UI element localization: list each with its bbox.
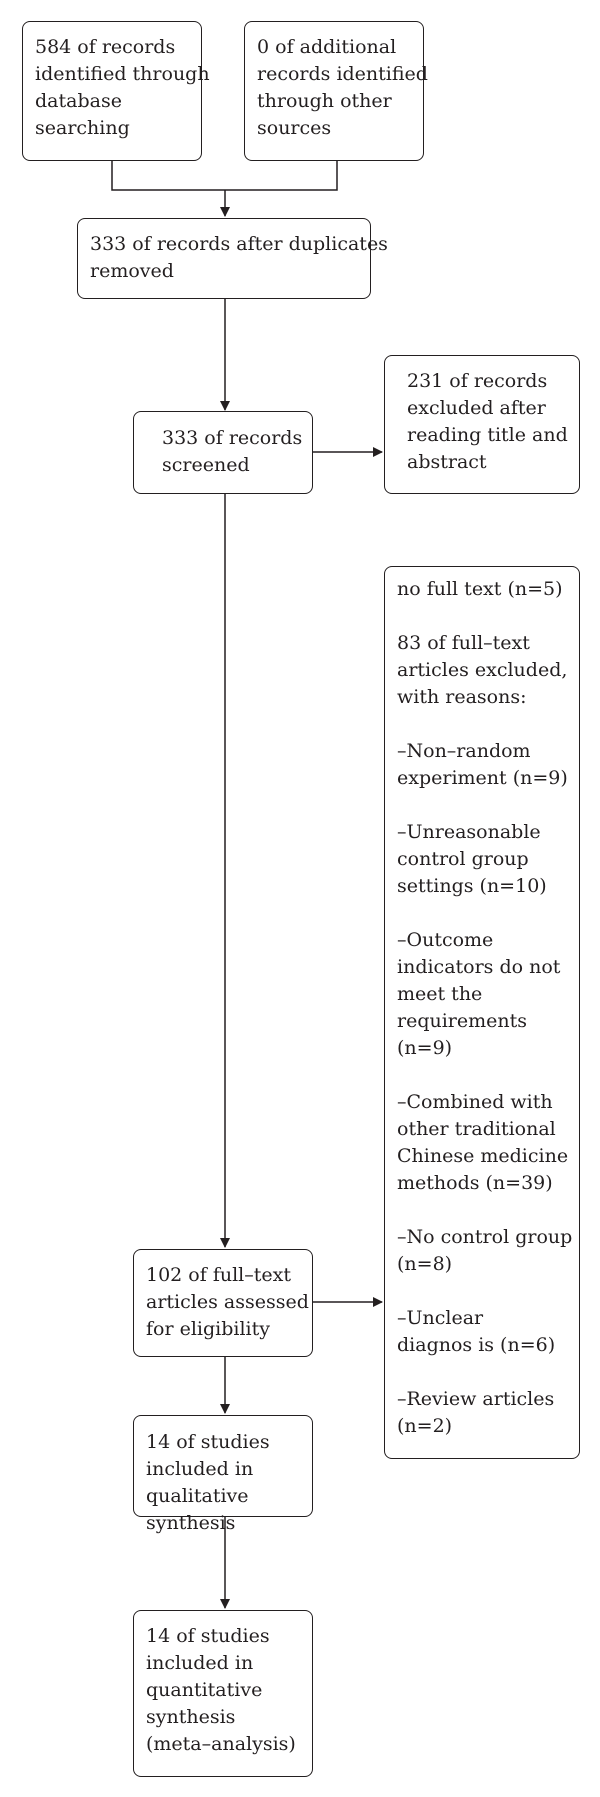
box-text-line: identified through	[35, 63, 210, 85]
box-text-line: included in	[146, 1652, 254, 1674]
box-text-line: included in	[146, 1458, 254, 1480]
box-text-line: 333 of records	[162, 427, 303, 449]
box-text-line: reading title and	[407, 424, 568, 446]
box-text-line: articles assessed	[146, 1291, 309, 1313]
database-search-box	[22, 21, 210, 161]
box-text-line: sources	[257, 117, 332, 139]
box-text-line: control group	[397, 848, 529, 870]
box-text-line: requirements	[397, 1010, 528, 1032]
box-text-line: searching	[35, 117, 130, 139]
box-text-line: qualitative	[146, 1485, 249, 1507]
box-text-line: synthesis	[146, 1512, 236, 1534]
exclusion-paragraph	[397, 1089, 569, 1197]
exclusion-paragraph	[397, 1386, 569, 1440]
box-text-line: synthesis	[146, 1706, 236, 1728]
box-text-line: 0 of additional	[257, 36, 397, 58]
box-text-line: (n=2)	[397, 1415, 453, 1437]
box-text-line: methods (n=39)	[397, 1172, 553, 1194]
box-text-line: 14 of studies	[146, 1431, 270, 1453]
exclusion-paragraph	[397, 1305, 569, 1359]
exclusion-paragraph	[397, 576, 569, 603]
box-text-line: –No control group	[397, 1226, 573, 1248]
box-text-line: (meta–analysis)	[146, 1733, 296, 1755]
box-text-line: excluded after	[407, 397, 546, 419]
box-text-line: –Review articles	[397, 1388, 555, 1410]
box-text-line: –Outcome	[397, 929, 494, 951]
box-text-line: (n=9)	[397, 1037, 453, 1059]
box-text-line: settings (n=10)	[397, 875, 547, 897]
exclusion-reasons-box	[384, 566, 580, 1459]
box-text-line: database	[35, 90, 122, 112]
records-screened-box	[133, 411, 313, 494]
box-text-line: –Unreasonable	[397, 821, 541, 843]
box-text-line: –Combined with	[397, 1091, 553, 1113]
box-text-line: 584 of records	[35, 36, 176, 58]
box-text-line: for eligibility	[146, 1318, 270, 1340]
box-text-line: no full text (n=5)	[397, 578, 563, 600]
excluded-title-abstract-box	[384, 355, 580, 494]
box-text-line: 333 of records after duplicates	[90, 233, 388, 255]
box-text-line: Chinese medicine	[397, 1145, 569, 1167]
box-text-line: quantitative	[146, 1679, 263, 1701]
box-text-line: articles excluded,	[397, 659, 568, 681]
box-text-line: screened	[162, 454, 250, 476]
duplicates-removed-box	[77, 218, 388, 299]
box-text-line: experiment (n=9)	[397, 767, 568, 789]
box-text-line: with reasons:	[397, 686, 527, 708]
other-sources-box	[244, 21, 428, 161]
box-text-line: abstract	[407, 451, 487, 473]
exclusion-paragraph	[397, 738, 569, 792]
exclusion-paragraph	[397, 630, 569, 711]
quantitative-synthesis-box	[133, 1610, 313, 1777]
box-text-line: 14 of studies	[146, 1625, 270, 1647]
box-text-line: (n=8)	[397, 1253, 453, 1275]
box-text-line: diagnos is (n=6)	[397, 1334, 556, 1356]
box-text-line: meet the	[397, 983, 483, 1005]
box-text-line: –Unclear	[397, 1307, 484, 1329]
box-text-line: –Non–random	[397, 740, 531, 762]
exclusion-paragraph	[397, 1224, 573, 1278]
box-text-line: 102 of full–text	[146, 1264, 291, 1286]
box-text-line: 83 of full–text	[397, 632, 530, 654]
box-text-line: 231 of records	[407, 370, 548, 392]
box-text-line: removed	[90, 260, 174, 282]
eligibility-box	[133, 1249, 313, 1357]
box-text-line: through other	[257, 90, 392, 112]
box-text-line: other traditional	[397, 1118, 556, 1140]
exclusion-paragraph	[397, 927, 569, 1062]
box-text-line: records identified	[257, 63, 428, 85]
box-text-line: indicators do not	[397, 956, 561, 978]
merge-connector	[112, 161, 337, 190]
exclusion-paragraph	[397, 819, 569, 900]
qualitative-synthesis-box	[133, 1415, 313, 1534]
